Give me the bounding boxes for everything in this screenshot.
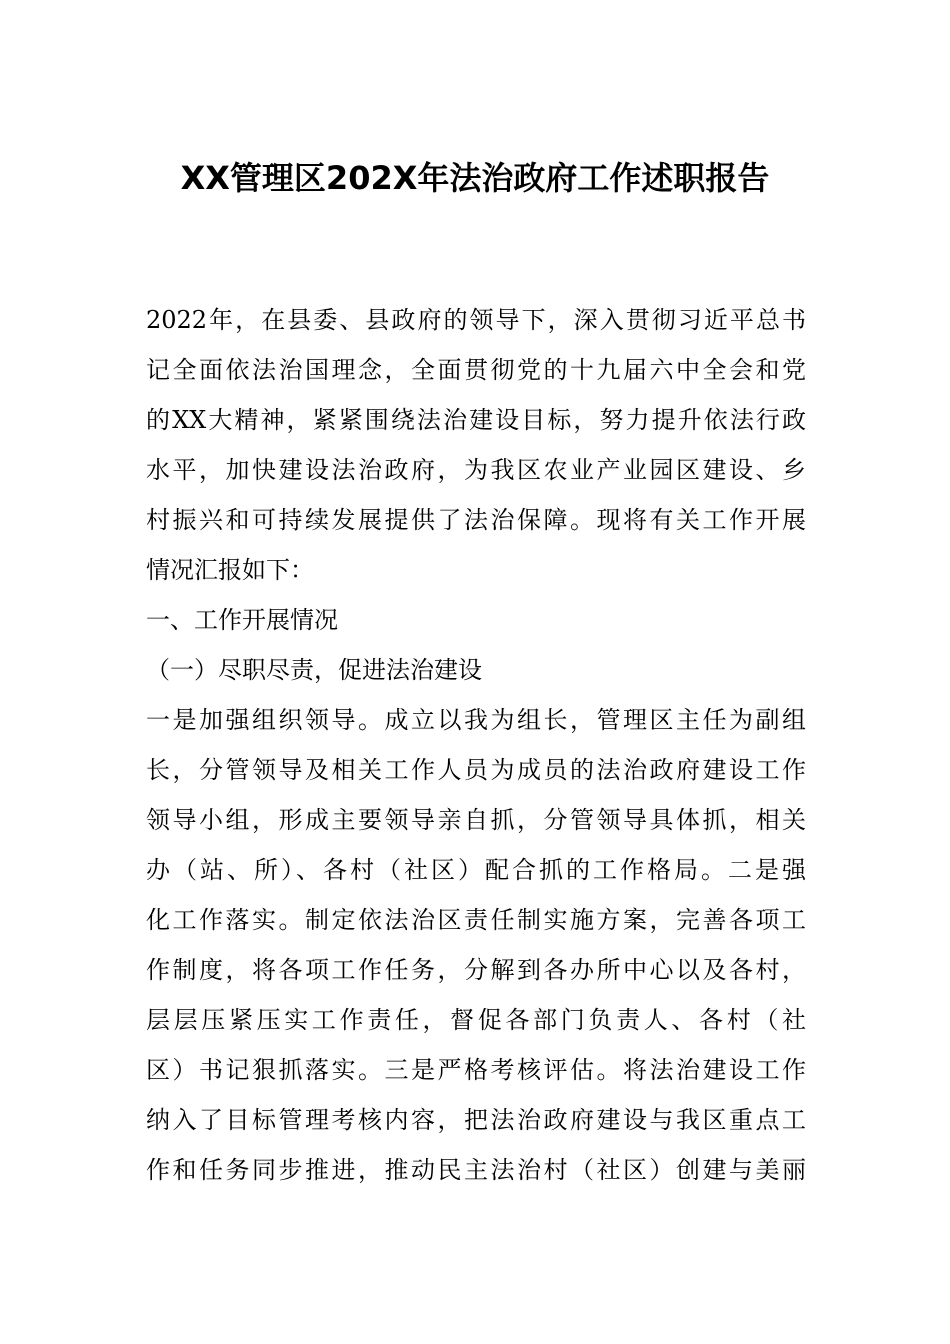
- text-line: 纳入了目标管理考核内容，把法治政府建设与我区重点工: [146, 1106, 806, 1134]
- text-line: 办（站、所）、各村（社区）配合抓的工作格局。二是强: [146, 856, 806, 884]
- text-line: 作和任务同步推进，推动民主法治村（社区）创建与美丽: [146, 1156, 806, 1184]
- text-line: 水平，加快建设法治政府，为我区农业产业园区建设、乡: [146, 456, 806, 484]
- text-line: 村振兴和可持续发展提供了法治保障。现将有关工作开展: [146, 506, 806, 534]
- text-line: （一）尽职尽责，促进法治建设: [146, 656, 482, 684]
- text-line: 记全面依法治国理念，全面贯彻党的十九届六中全会和党: [146, 356, 806, 384]
- document-title: XX管理区202X年法治政府工作述职报告: [180, 159, 770, 197]
- text-line: 一、工作开展情况: [146, 606, 338, 634]
- text-line: 2022年，在县委、县政府的领导下，深入贯彻习近平总书: [146, 306, 806, 334]
- text-line: 区）书记狠抓落实。三是严格考核评估。将法治建设工作: [146, 1056, 806, 1084]
- text-line: 情况汇报如下：: [146, 556, 314, 584]
- text-line: 一是加强组织领导。成立以我为组长，管理区主任为副组: [146, 706, 806, 734]
- text-line: 领导小组，形成主要领导亲自抓，分管领导具体抓，相关: [146, 806, 806, 834]
- document-body: [146, 295, 806, 1195]
- text-line: 化工作落实。制定依法治区责任制实施方案，完善各项工: [146, 906, 806, 934]
- text-line: 长，分管领导及相关工作人员为成员的法治政府建设工作: [146, 756, 806, 784]
- text-line: 作制度，将各项工作任务，分解到各办所中心以及各村，: [146, 956, 806, 984]
- text-line: 层层压紧压实工作责任，督促各部门负责人、各村（社: [146, 1006, 806, 1034]
- text-line: 的XX大精神，紧紧围绕法治建设目标，努力提升依法行政: [146, 406, 806, 434]
